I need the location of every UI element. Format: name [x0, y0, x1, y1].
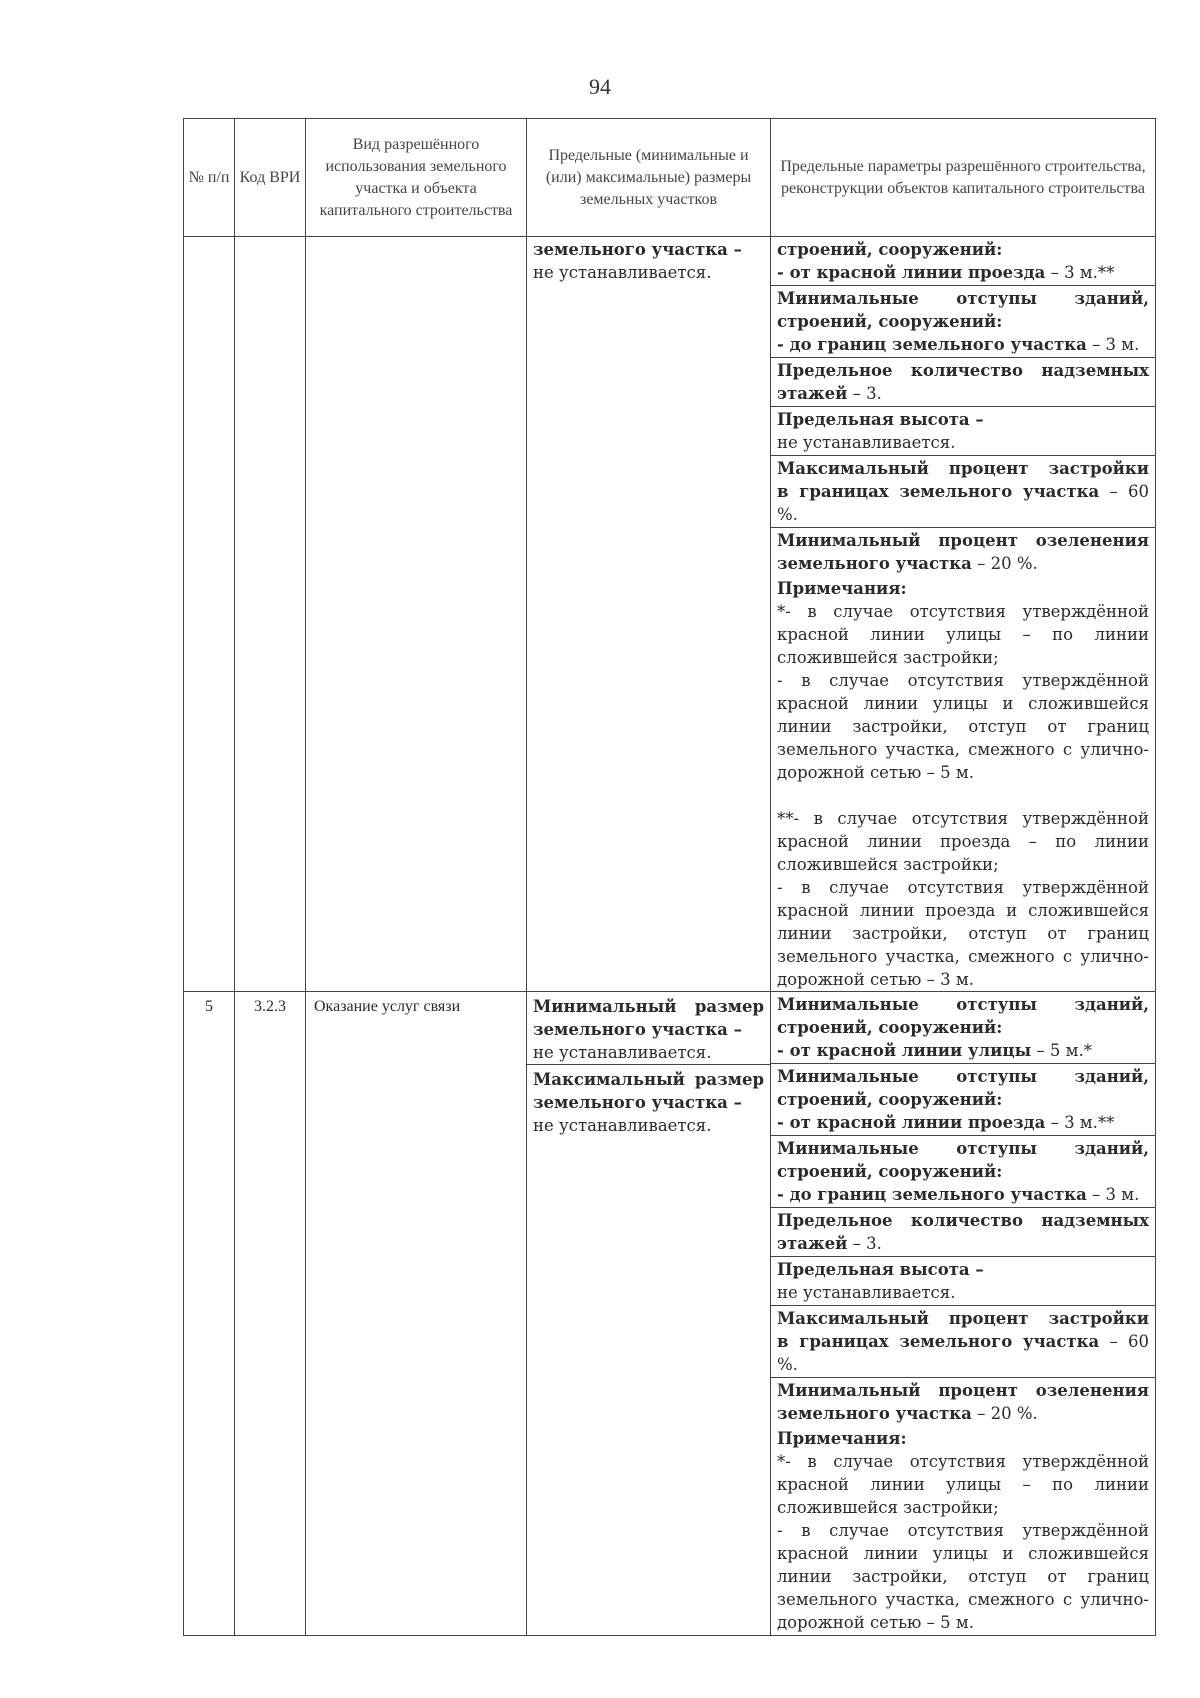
cont-param-6-value: – 20 %.: [971, 554, 1038, 573]
cont-param-1-value: – 3 м.**: [1045, 263, 1115, 282]
row5-min-size-normal: не устанавливается.: [533, 1043, 712, 1062]
row5-notes: [771, 1426, 1155, 1635]
cont-param-1-line: - от красной линии проезда: [777, 263, 1046, 282]
cont-note-4: **- в случае отсутствия утверждённой красной линии проезда – по линии сложившейся застройки;: [777, 809, 1149, 874]
row5-notes-title: Примечания:: [777, 1429, 907, 1448]
cont-param-5-line: Максимальный процент застройки: [777, 459, 1149, 478]
row5-param-2: [771, 1064, 1155, 1136]
row5-param-5-value: не устанавливается.: [777, 1283, 956, 1302]
row5-param-2-value: – 3 м.**: [1045, 1113, 1115, 1132]
row5-param-4: [771, 1208, 1155, 1257]
cont-param-1-line: строений, сооружений:: [777, 240, 1003, 259]
row5-note-1: *- в случае отсутствия утверждённой красной линии улицы – по линии сложившейся застройки;: [777, 1452, 1149, 1517]
cont-notes-list: [777, 600, 1149, 991]
row5-param-2-line: Минимальные отступы зданий,: [777, 1067, 1149, 1086]
row5-param-3-line: - до границ земельного участка: [777, 1185, 1087, 1204]
row5-param-2-line: строений, сооружений:: [777, 1090, 1003, 1109]
cont-note-2: - в случае отсутствия утверждённой красной линии улицы и сложившейся линии застройки, отступ от границ земельного участка, смежного с улично-дорожной сетью – 5 м.: [777, 671, 1149, 782]
row5-notes-list: [777, 1450, 1149, 1634]
cont-param-4-value: не устанавливается.: [777, 433, 956, 452]
cont-params-cell: [771, 237, 1156, 992]
row5-use: Оказание услуг связи: [306, 992, 527, 1636]
row5-param-1-line: Минимальные отступы зданий,: [777, 995, 1149, 1014]
row5-param-6-value: – 60 %.: [777, 1332, 1149, 1374]
row5-param-1-line: - от красной линии улицы: [777, 1041, 1032, 1060]
cont-param-6-line: земельного участка: [777, 554, 972, 573]
row5-param-6: [771, 1306, 1155, 1378]
row5-param-1: [771, 992, 1155, 1064]
header-code: Код ВРИ: [235, 119, 306, 237]
row5-note-2: - в случае отсутствия утверждённой красной линии улицы и сложившейся линии застройки, отступ от границ земельного участка, смежного с улично-дорожной сетью – 5 м.: [777, 1521, 1149, 1632]
cont-size-cell: [527, 237, 771, 992]
cont-param-3-value: – 3.: [847, 384, 882, 403]
cont-param-6: [771, 528, 1155, 576]
row5-max-size-normal: не устанавливается.: [533, 1116, 712, 1135]
header-use: Вид разрешённого использования земельного участка и объекта капитального строительства: [306, 119, 527, 237]
cont-notes: [771, 576, 1155, 991]
row5-param-6-line: в границах земельного участка: [777, 1332, 1100, 1351]
cont-notes-title: Примечания:: [777, 579, 907, 598]
header-row: [184, 119, 1156, 237]
cont-params-list: [771, 237, 1155, 576]
cont-note-3: [777, 784, 1149, 807]
cont-param-6-line: Минимальный процент озеленения: [777, 531, 1149, 550]
row5-param-1-value: – 5 м.*: [1031, 1041, 1092, 1060]
row5-param-7: [771, 1378, 1155, 1426]
cont-param-2-line: - до границ земельного участка: [777, 335, 1087, 354]
row5-size-cell: [527, 992, 771, 1636]
row5-param-1-line: строений, сооружений:: [777, 1018, 1003, 1037]
cont-num-cell: [184, 237, 235, 992]
row5-param-7-line: Минимальный процент озеленения: [777, 1381, 1149, 1400]
row5-param-7-value: – 20 %.: [971, 1404, 1038, 1423]
cont-param-2-line: Минимальные отступы зданий,: [777, 289, 1149, 308]
cont-param-3: [771, 358, 1155, 407]
header-num: № п/п: [184, 119, 235, 237]
row5-params-cell: [771, 992, 1156, 1636]
cont-note-5: - в случае отсутствия утверждённой красной линии проезда и сложившейся линии застройки, отступ от границ земельного участка, смежного с улично-дорожной сетью – 3 м.: [777, 878, 1149, 989]
row5-param-7-line: земельного участка: [777, 1404, 972, 1423]
cont-param-1: [771, 237, 1155, 286]
cont-param-2-value: – 3 м.: [1086, 335, 1140, 354]
row5-param-5-line: Предельная высота –: [777, 1260, 984, 1279]
cont-param-2-line: строений, сооружений:: [777, 312, 1003, 331]
header-sizes: Предельные (минимальные и (или) максимальные) размеры земельных участков: [527, 119, 771, 237]
cont-param-3-line: Предельное количество надземных: [777, 361, 1149, 380]
cont-param-4: [771, 407, 1155, 456]
row5-min-size-bold: Минимальный размер земельного участка –: [533, 997, 764, 1039]
row5-param-2-line: - от красной линии проезда: [777, 1113, 1046, 1132]
cont-param-2: [771, 286, 1155, 358]
cont-param-5: [771, 456, 1155, 528]
cont-code-cell: [235, 237, 306, 992]
row5-param-3: [771, 1136, 1155, 1208]
row5-param-6-line: Максимальный процент застройки: [777, 1309, 1149, 1328]
cont-note-1: *- в случае отсутствия утверждённой красной линии улицы – по линии сложившейся застройки;: [777, 602, 1149, 667]
row5-num: 5: [184, 992, 235, 1636]
row5-max-size-bold: Максимальный размер земельного участка –: [533, 1070, 764, 1112]
cont-param-4-line: Предельная высота –: [777, 410, 984, 429]
cont-size-normal: не устанавливается.: [533, 263, 712, 282]
row5-param-5: [771, 1257, 1155, 1306]
row5-param-4-line: Предельное количество надземных: [777, 1211, 1149, 1230]
regulations-table: [183, 118, 1156, 1636]
table-row-5: [184, 992, 1156, 1636]
row5-param-3-line: Минимальные отступы зданий,: [777, 1139, 1149, 1158]
cont-use-cell: [306, 237, 527, 992]
row5-code: 3.2.3: [235, 992, 306, 1636]
continued-row: [184, 237, 1156, 992]
cont-param-3-line: этажей: [777, 384, 848, 403]
row5-param-3-line: строений, сооружений:: [777, 1162, 1003, 1181]
row5-param-3-value: – 3 м.: [1086, 1185, 1140, 1204]
row5-params-list: [771, 992, 1155, 1426]
cont-param-5-value: – 60 %.: [777, 482, 1149, 524]
cont-param-5-line: в границах земельного участка: [777, 482, 1100, 501]
cont-size-bold: земельного участка –: [533, 240, 742, 259]
header-params: Предельные параметры разрешённого строительства, реконструкции объектов капитального строительства: [771, 119, 1156, 237]
row5-param-4-line: этажей: [777, 1234, 848, 1253]
page-number: 94: [589, 74, 611, 99]
row5-param-4-value: – 3.: [847, 1234, 882, 1253]
